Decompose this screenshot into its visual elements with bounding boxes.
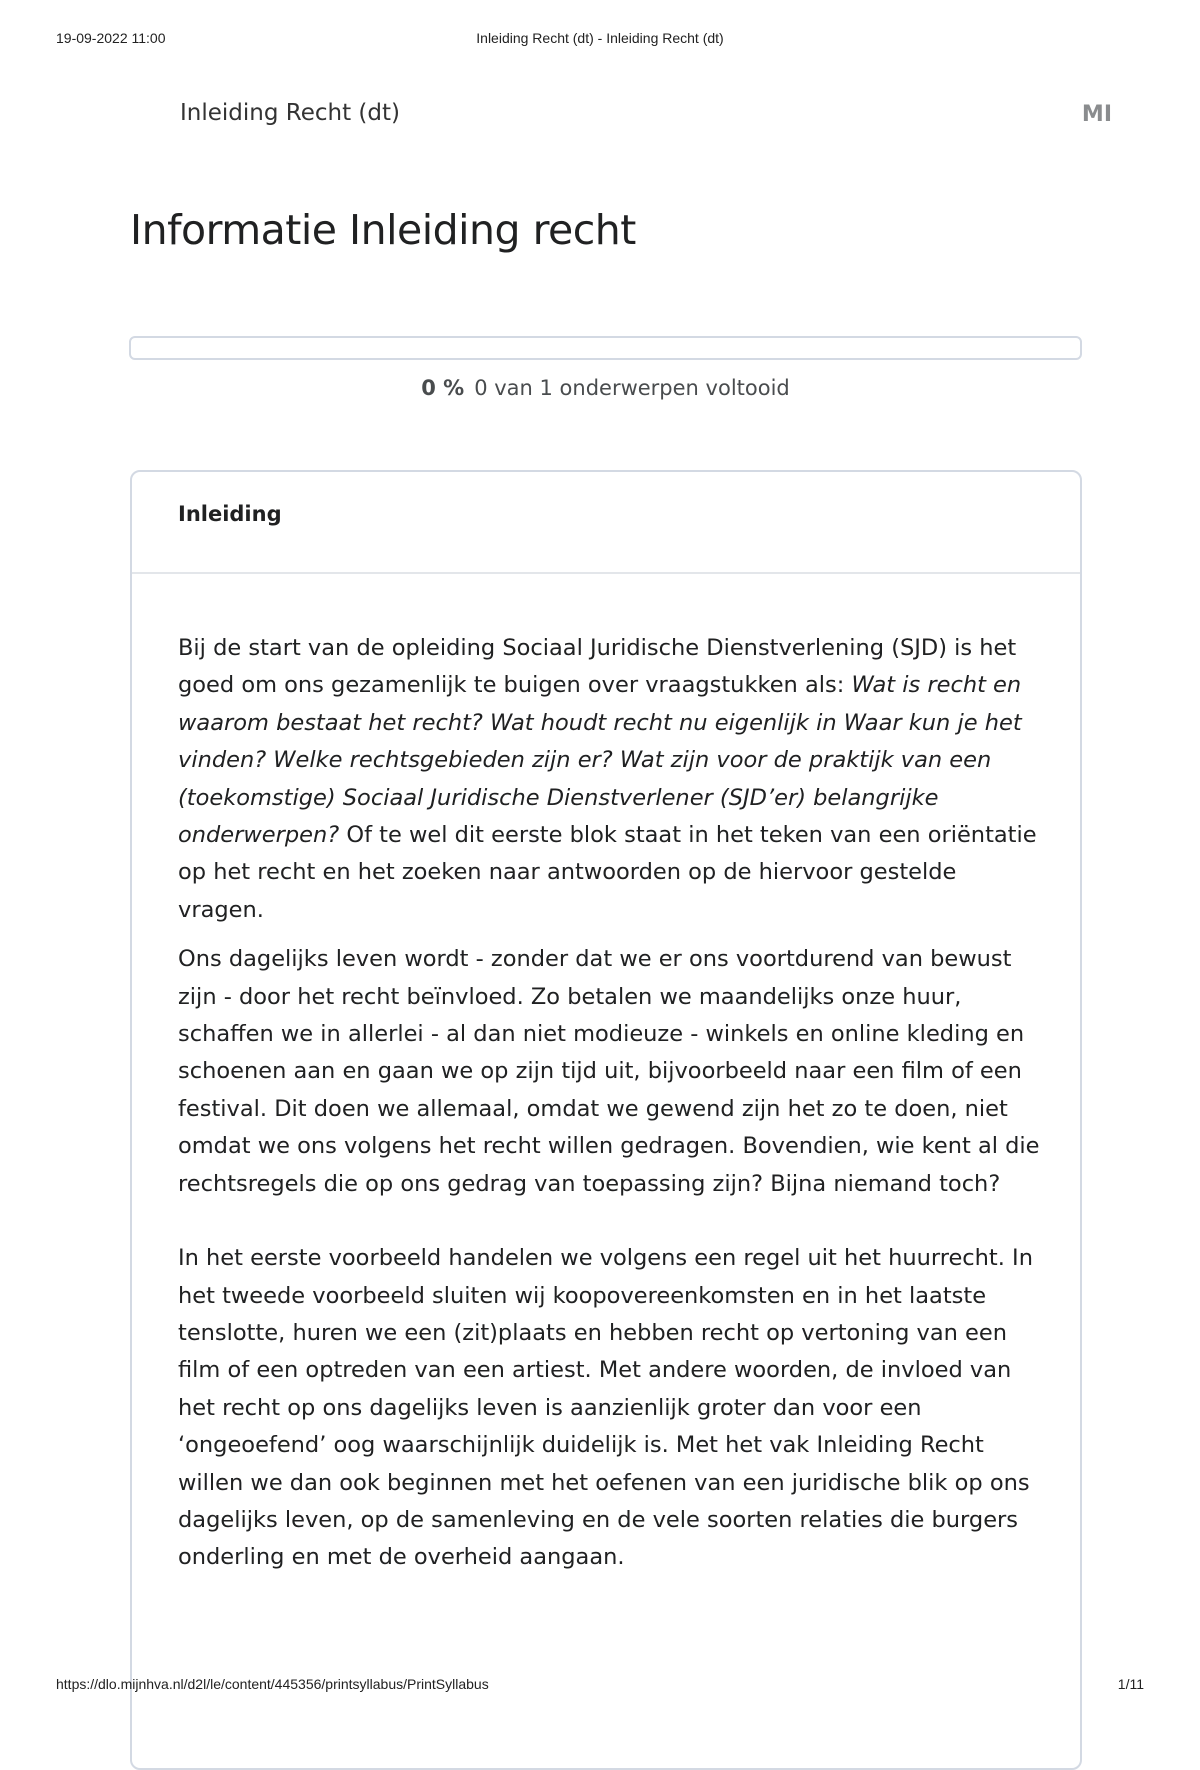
progress-bar <box>129 336 1082 360</box>
page-title: Informatie Inleiding recht <box>130 206 636 254</box>
course-navbar <box>180 100 1112 140</box>
print-footer <box>56 1676 1144 1696</box>
paragraph-text: Of te wel dit eerste blok staat in het teken van een oriëntatie op het recht en het zoeken naar antwoorden op de hiervoor gestelde vragen. <box>178 822 1037 923</box>
paragraph-questions: Wat is recht en waarom bestaat het recht? Wat houdt recht nu eigenlijk in Waar kun je het vinden? Welke rechtsgebieden zijn er? Wat zijn voor de praktijk van een (toekomstige) Sociaal Juridische Dienstverlener (SJD’er) belangrijke onderwerpen? <box>178 672 1022 849</box>
topic-content <box>132 574 1080 1577</box>
print-url: https://dlo.mijnhva.nl/d2l/le/content/445356/printsyllabus/PrintSyllabus <box>56 1676 489 1692</box>
course-name-link[interactable]: Inleiding Recht (dt) <box>180 100 400 126</box>
print-date: 19-09-2022 11:00 <box>56 30 166 46</box>
paragraph-daily-life: Ons dagelijks leven wordt - zonder dat we er ons voortdurend van bewust zijn - door het recht beïnvloed. Zo betalen we maandelijks onze huur, schaffen we in allerlei - al dan niet modieuze - winkels en online kleding en schoenen aan en gaan we op zijn tijd uit, bijvoorbeeld naar een film of een festival. Dit doen we allemaal, omdat we gewend zijn het zo te doen, niet omdat we ons volgens het recht willen gedragen. Bovendien, wie kent al die rechtsregels die op ons gedrag van toepassing zijn? Bijna niemand toch? <box>178 946 1040 1197</box>
topic-title: Inleiding <box>178 502 282 526</box>
paragraph-intro <box>178 630 1040 929</box>
progress-summary <box>129 376 1082 400</box>
progress-percent: 0 % <box>421 376 465 400</box>
paragraph-text: Bij de start van de opleiding Sociaal Juridische Dienstverlening (SJD) is het goed om ons gezamenlijk te buigen over vraagstukken als: <box>178 635 1017 699</box>
user-avatar[interactable]: MI <box>1081 102 1112 127</box>
progress-count: 0 van 1 onderwerpen voltooid <box>474 376 790 400</box>
paragraph-examples: In het eerste voorbeeld handelen we volgens een regel uit het huurrecht. In het tweede voorbeeld sluiten wij koopovereenkomsten en in het laatste tenslotte, huren we een (zit)plaats en hebben recht op vertoning van een film of een optreden van een artiest. Met andere woorden, de invloed van het recht op ons dagelijks leven is aanzienlijk groter dan voor een ‘ongeoefend’ oog waarschijnlijk duidelijk is. Met het vak Inleiding Recht willen we dan ook beginnen met het oefenen van een juridische blik op ons dagelijks leven, op de samenleving en de vele soorten relaties die burgers onderling en met de overheid aangaan. <box>178 1245 1033 1571</box>
print-page-number: 1/11 <box>1117 1676 1144 1692</box>
print-doc-title: Inleiding Recht (dt) - Inleiding Recht (dt) <box>476 30 724 46</box>
topic-card <box>130 470 1082 1770</box>
topic-header <box>132 472 1080 574</box>
print-header <box>56 30 1144 50</box>
